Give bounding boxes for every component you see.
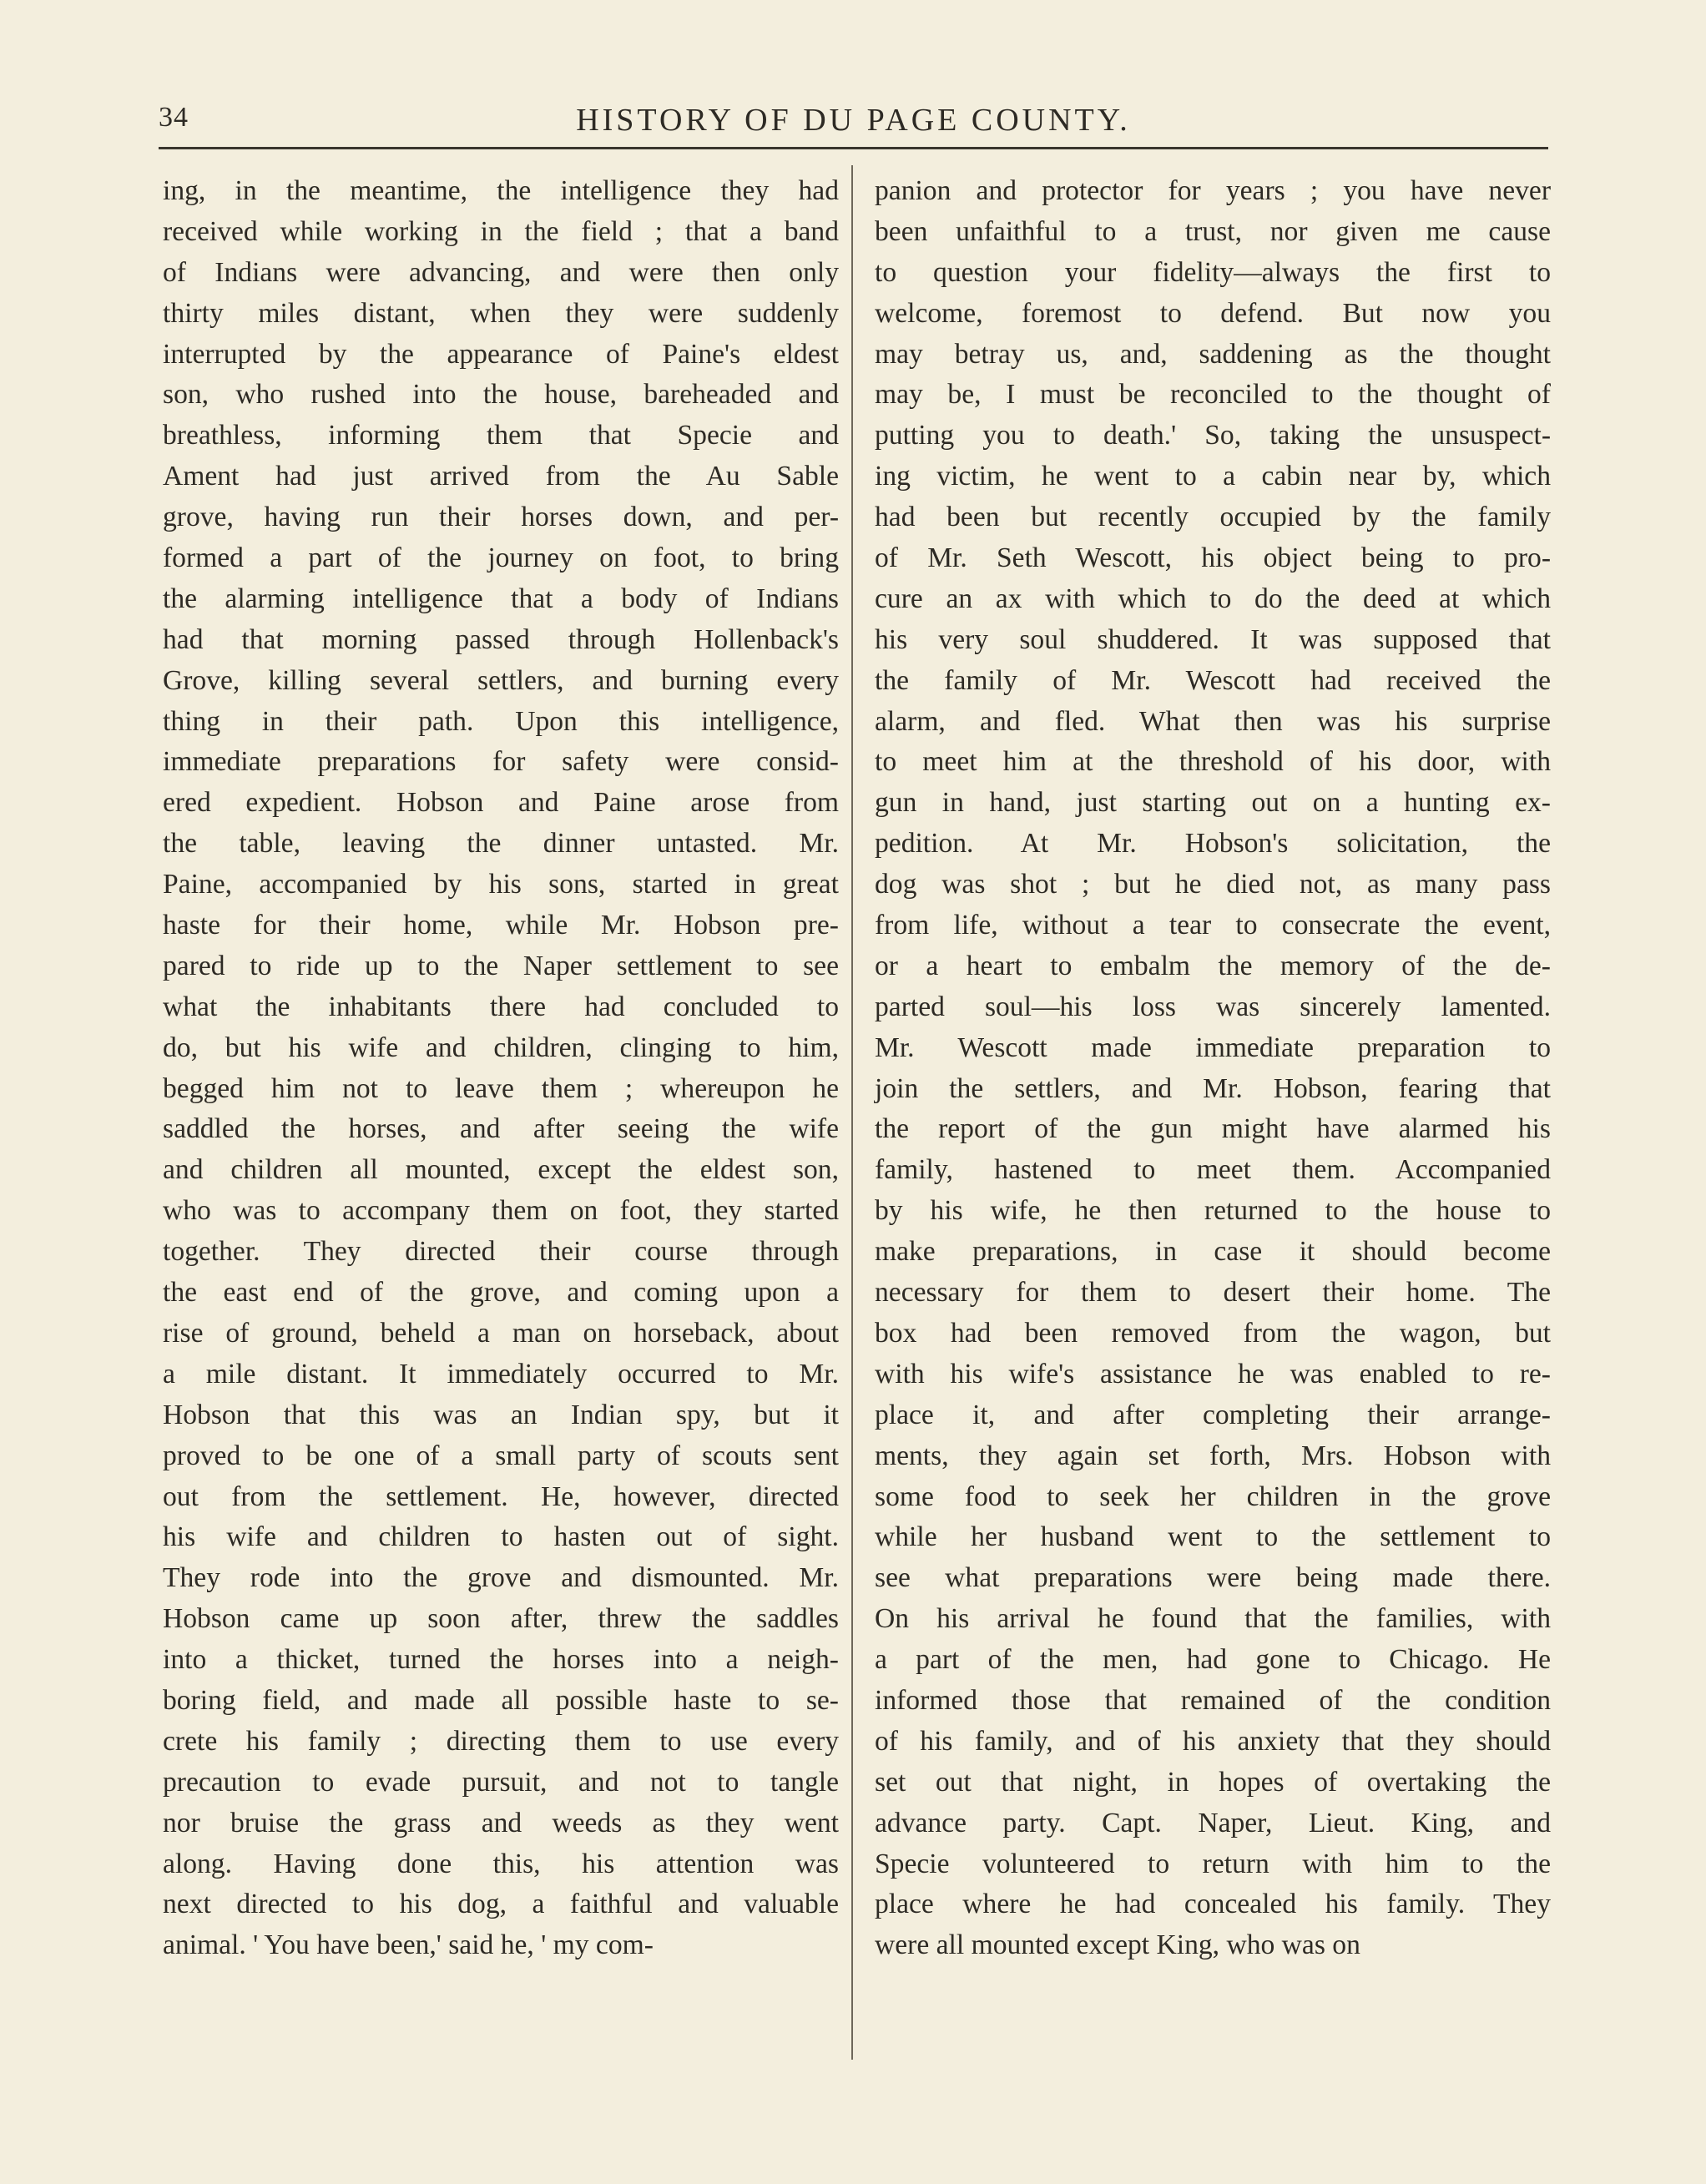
text-line: thing in their path. Upon this intelligence, (163, 705, 839, 737)
text-line: of his family, and of his anxiety that they should (875, 1725, 1551, 1757)
text-line: set out that night, in hopes of overtaking the (875, 1766, 1551, 1798)
text-line: thirty miles distant, when they were suddenly (163, 297, 839, 329)
column-divider (851, 165, 853, 2060)
text-line: ing victim, he went to a cabin near by, which (875, 461, 1551, 492)
text-line: breathless, informing them that Specie and (163, 420, 839, 451)
text-line: parted soul—his loss was sincerely lamented. (875, 991, 1551, 1022)
text-line: proved to be one of a small party of scouts sent (163, 1440, 839, 1471)
text-line: do, but his wife and children, clinging to him, (163, 1031, 839, 1063)
text-line: panion and protector for years ; you have never (875, 175, 1551, 206)
text-line: gun in hand, just starting out on a hunting ex- (875, 787, 1551, 819)
header-rule (159, 147, 1548, 149)
text-line: putting you to death.' So, taking the unsuspect- (875, 420, 1551, 451)
text-line: by his wife, he then returned to the house to (875, 1195, 1551, 1227)
text-line: dog was shot ; but he died not, as many pass (875, 869, 1551, 900)
text-line: alarm, and fled. What then was his surprise (875, 705, 1551, 737)
text-line: Mr. Wescott made immediate preparation to (875, 1031, 1551, 1063)
text-line: received while working in the field ; that a band (163, 215, 839, 247)
text-line: Specie volunteered to return with him to the (875, 1848, 1551, 1879)
left-column (163, 171, 839, 1966)
text-line: animal. ' You have been,' said he, ' my com- (163, 1929, 654, 1961)
text-line: had been but recently occupied by the family (875, 502, 1551, 533)
text-line: a mile distant. It immediately occurred to Mr. (163, 1358, 839, 1390)
text-line: into a thicket, turned the horses into a neigh- (163, 1644, 839, 1676)
text-line: the east end of the grove, and coming upon a (163, 1277, 839, 1309)
text-line: may be, I must be reconciled to the thought of (875, 379, 1551, 411)
text-line: precaution to evade pursuit, and not to tangle (163, 1766, 839, 1798)
text-line: Grove, killing several settlers, and burning every (163, 664, 839, 696)
text-line: been unfaithful to a trust, nor given me cause (875, 215, 1551, 247)
text-line: may betray us, and, saddening as the thought (875, 338, 1551, 370)
text-line: next directed to his dog, a faithful and valuable (163, 1889, 839, 1920)
text-line: cure an ax with which to do the deed at which (875, 583, 1551, 614)
text-line: of Mr. Seth Wescott, his object being to pro- (875, 542, 1551, 574)
text-line: haste for their home, while Mr. Hobson pre- (163, 910, 839, 941)
text-line: formed a part of the journey on foot, to bring (163, 542, 839, 574)
text-line: Hobson that this was an Indian spy, but it (163, 1399, 839, 1430)
text-line: welcome, foremost to defend. But now you (875, 297, 1551, 329)
text-line: what the inhabitants there had concluded to (163, 991, 839, 1022)
text-line: They rode into the grove and dismounted. Mr. (163, 1562, 839, 1594)
text-line: or a heart to embalm the memory of the de- (875, 950, 1551, 981)
text-line: had that morning passed through Hollenback's (163, 623, 839, 655)
text-line: along. Having done this, his attention was (163, 1848, 839, 1879)
text-line: his wife and children to hasten out of sight. (163, 1521, 839, 1553)
text-line: who was to accompany them on foot, they started (163, 1195, 839, 1227)
running-head: HISTORY OF DU PAGE COUNTY. (576, 103, 1131, 138)
text-line: necessary for them to desert their home. The (875, 1277, 1551, 1309)
text-line: to meet him at the threshold of his door, with (875, 746, 1551, 778)
text-line: saddled the horses, and after seeing the wife (163, 1113, 839, 1145)
text-line: the alarming intelligence that a body of Indians (163, 583, 839, 614)
text-line: from life, without a tear to consecrate the event, (875, 910, 1551, 941)
text-line: the table, leaving the dinner untasted. Mr. (163, 828, 839, 860)
text-line: Paine, accompanied by his sons, started in great (163, 869, 839, 900)
text-line: ing, in the meantime, the intelligence they had (163, 175, 839, 206)
text-line: place where he had concealed his family. They (875, 1889, 1551, 1920)
text-line: out from the settlement. He, however, directed (163, 1480, 839, 1512)
text-line: and children all mounted, except the eldest son, (163, 1154, 839, 1186)
text-line: while her husband went to the settlement to (875, 1521, 1551, 1553)
text-line: nor bruise the grass and weeds as they went (163, 1807, 839, 1838)
text-line: see what preparations were being made there. (875, 1562, 1551, 1594)
page-header (159, 102, 1548, 144)
text-line: the report of the gun might have alarmed his (875, 1113, 1551, 1145)
text-line: pedition. At Mr. Hobson's solicitation, the (875, 828, 1551, 860)
text-line: ments, they again set forth, Mrs. Hobson with (875, 1440, 1551, 1471)
text-line: begged him not to leave them ; whereupon he (163, 1072, 839, 1104)
text-line: make preparations, in case it should become (875, 1236, 1551, 1268)
text-line: Ament had just arrived from the Au Sable (163, 461, 839, 492)
text-line: were all mounted except King, who was on (875, 1929, 1360, 1961)
text-line: join the settlers, and Mr. Hobson, fearing that (875, 1072, 1551, 1104)
text-line: rise of ground, beheld a man on horseback, about (163, 1317, 839, 1349)
text-line: of Indians were advancing, and were then only (163, 256, 839, 288)
text-line: the family of Mr. Wescott had received the (875, 664, 1551, 696)
text-line: place it, and after completing their arrange- (875, 1399, 1551, 1430)
text-line: a part of the men, had gone to Chicago. He (875, 1644, 1551, 1676)
text-line: advance party. Capt. Naper, Lieut. King, and (875, 1807, 1551, 1838)
text-line: family, hastened to meet them. Accompanied (875, 1154, 1551, 1186)
text-line: with his wife's assistance he was enabled to re- (875, 1358, 1551, 1390)
text-line: interrupted by the appearance of Paine's eldest (163, 338, 839, 370)
text-line: to question your fidelity—always the first to (875, 256, 1551, 288)
text-line: immediate preparations for safety were consid- (163, 746, 839, 778)
text-line: On his arrival he found that the families, with (875, 1603, 1551, 1635)
text-line: together. They directed their course through (163, 1236, 839, 1268)
text-line: ered expedient. Hobson and Paine arose from (163, 787, 839, 819)
text-line: informed those that remained of the condition (875, 1684, 1551, 1716)
right-column (875, 171, 1551, 1966)
page-number: 34 (159, 102, 189, 133)
text-line: grove, having run their horses down, and per- (163, 502, 839, 533)
text-line: crete his family ; directing them to use every (163, 1725, 839, 1757)
text-line: son, who rushed into the house, bareheaded and (163, 379, 839, 411)
text-line: box had been removed from the wagon, but (875, 1317, 1551, 1349)
text-line: some food to seek her children in the grove (875, 1480, 1551, 1512)
text-line: his very soul shuddered. It was supposed that (875, 623, 1551, 655)
text-line: Hobson came up soon after, threw the saddles (163, 1603, 839, 1635)
text-line: pared to ride up to the Naper settlement to see (163, 950, 839, 981)
text-line: boring field, and made all possible haste to se- (163, 1684, 839, 1716)
